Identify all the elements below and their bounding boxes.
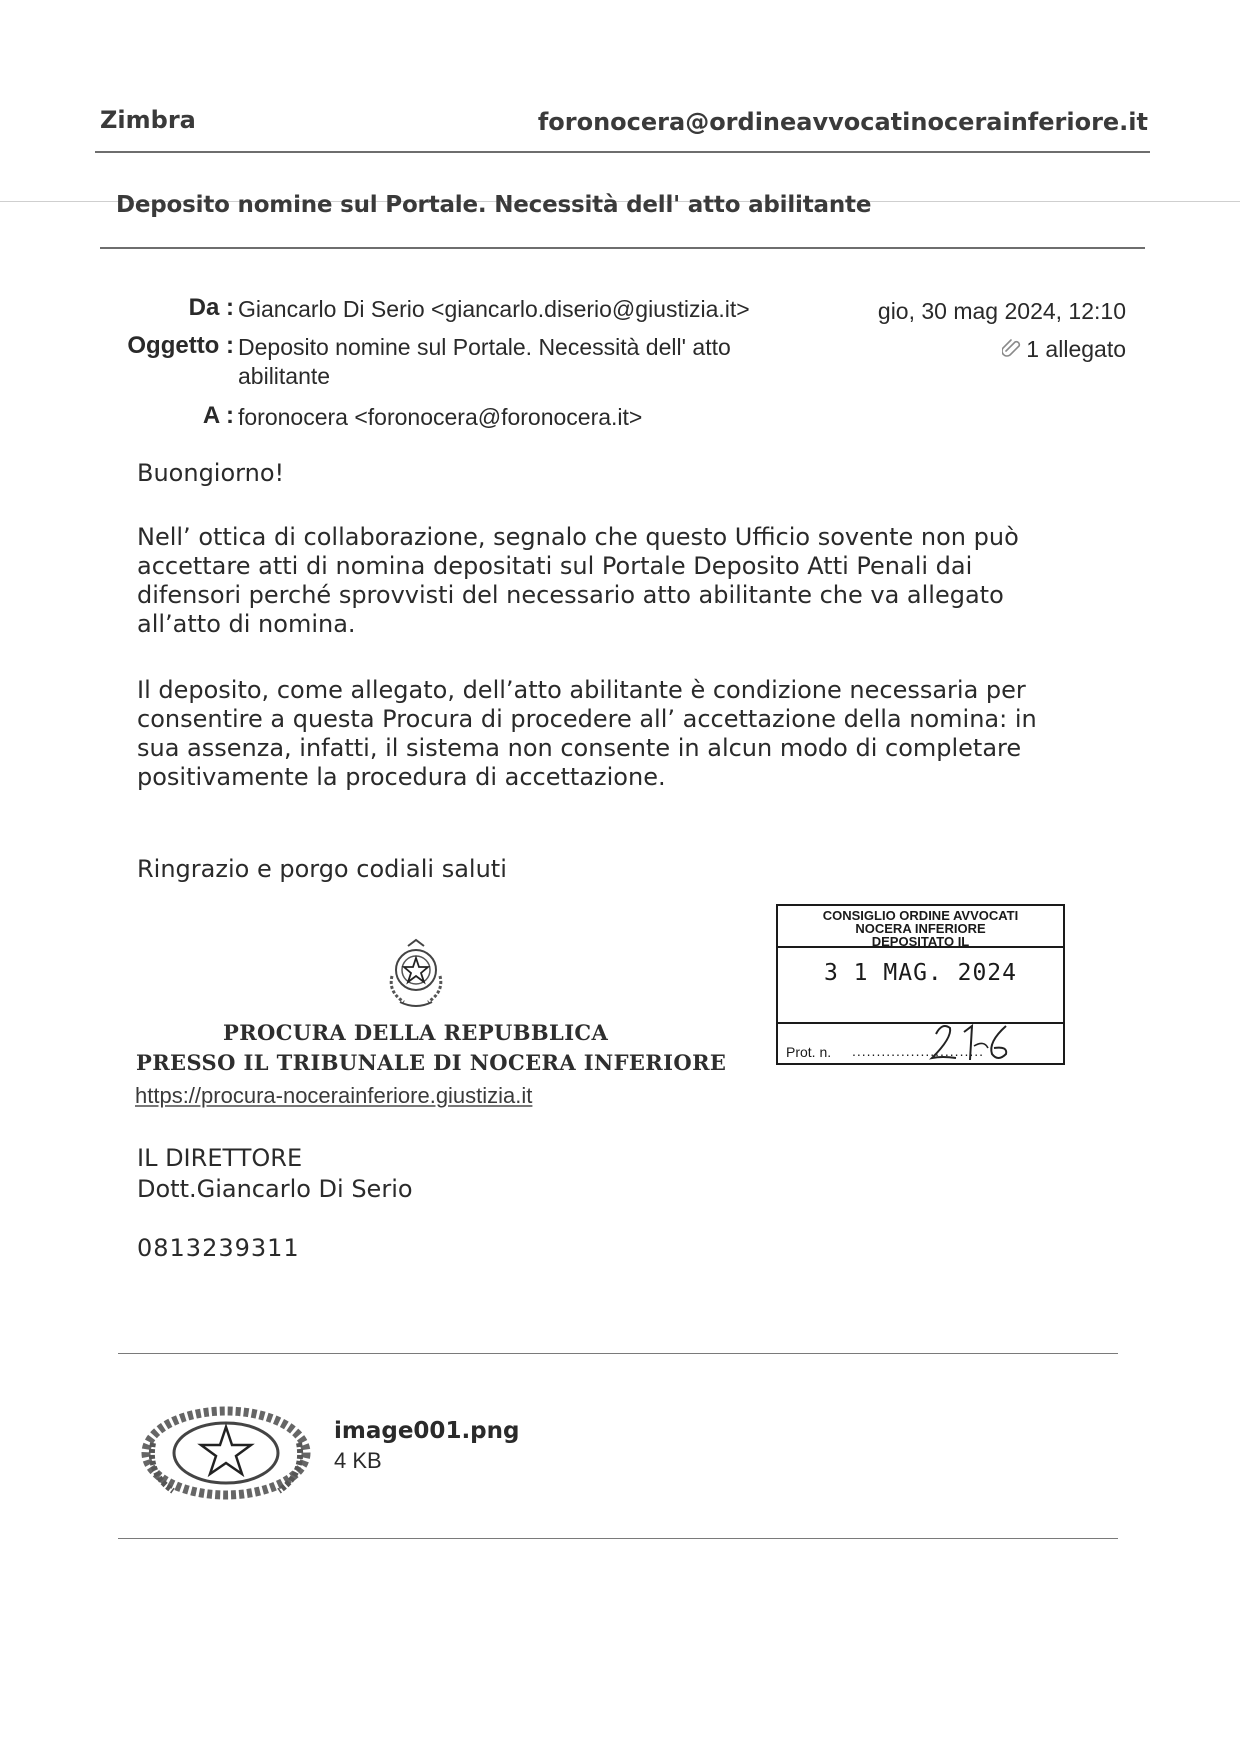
signature-phone: 0813239311 [137,1234,300,1262]
paragraph-2-line: positivamente la procedura di accettazione. [137,763,666,791]
greeting: Buongiorno! [137,459,285,487]
paragraph-2-line: sua assenza, infatti, il sistema non consente in alcun modo di completare [137,734,1022,762]
signature-name: Dott.Giancarlo Di Serio [137,1175,413,1203]
message-date: gio, 30 mag 2024, 12:10 [877,298,1126,324]
from-value[interactable]: Giancarlo Di Serio <giancarlo.diserio@giustizia.it> [238,296,750,322]
message-title: Deposito nomine sul Portale. Necessità dell' atto abilitante [116,192,872,218]
to-label: A : [202,402,234,429]
signature-role: IL DIRETTORE [137,1144,303,1172]
closing: Ringrazio e porgo codiali saluti [137,855,507,883]
account-email: foronocera@ordineavvocatinocerainferiore.it [537,108,1148,136]
paragraph-2 [137,676,1067,792]
attachment-divider-top [118,1353,1118,1354]
stamp-date: 3 1 MAG. 2024 [823,960,1017,986]
attachment-filename[interactable]: image001.png [334,1418,520,1444]
from-label: Da : [188,294,234,321]
attachment-divider-bottom [118,1538,1118,1539]
subject-label: Oggetto : [127,332,234,359]
attachment-size: 4 KB [334,1448,382,1473]
paragraph-1-line: Nell’ ottica di collaborazione, segnalo che questo Ufficio sovente non può [137,523,1019,551]
paperclip-icon [1002,336,1024,363]
header-divider [95,151,1150,153]
stamp-header [778,906,1063,948]
attachment-thumbnail[interactable] [133,1403,319,1503]
to-value[interactable]: foronocera <foronocera@foronocera.it> [238,404,643,430]
office-line-1: PROCURA DELLA REPUBBLICA [223,1020,609,1045]
title-divider [100,247,1145,249]
subject-value-line1: Deposito nomine sul Portale. Necessità dell' atto [238,334,731,360]
stamp-line-3: DEPOSITATO IL [871,934,970,949]
stamp-prot-dots: ........................... [852,1043,985,1059]
paragraph-1-line: all’atto di nomina. [137,610,356,638]
paragraph-2-line: Il deposito, come allegato, dell’atto abilitante è condizione necessaria per [137,676,1026,704]
attachment-count[interactable] [1002,336,1126,363]
deposit-stamp [776,904,1065,1065]
stamp-prot-label: Prot. n. [786,1044,832,1060]
paragraph-1-line: difensori perché sprovvisti del necessario atto abilitante che va allegato [137,581,1004,609]
handwritten-number [918,1018,1038,1066]
stamp-line-1: CONSIGLIO ORDINE AVVOCATI [822,908,1019,923]
app-name: Zimbra [100,106,196,134]
procura-link[interactable]: https://procura-nocerainferiore.giustizia.it [135,1083,533,1108]
emblem-icon [378,936,454,1012]
attachment-count-label: 1 allegato [1026,336,1126,362]
paragraph-1-line: accettare atti di nomina depositati sul Portale Deposito Atti Penali dai [137,552,973,580]
subject-value-line2: abilitante [238,363,331,389]
stamp-line-2: NOCERA INFERIORE [855,921,986,936]
office-line-2: PRESSO IL TRIBUNALE DI NOCERA INFERIORE [136,1050,727,1075]
paragraph-1 [137,523,1067,639]
paragraph-2-line: consentire a questa Procura di procedere all’ accettazione della nomina: in [137,705,1037,733]
